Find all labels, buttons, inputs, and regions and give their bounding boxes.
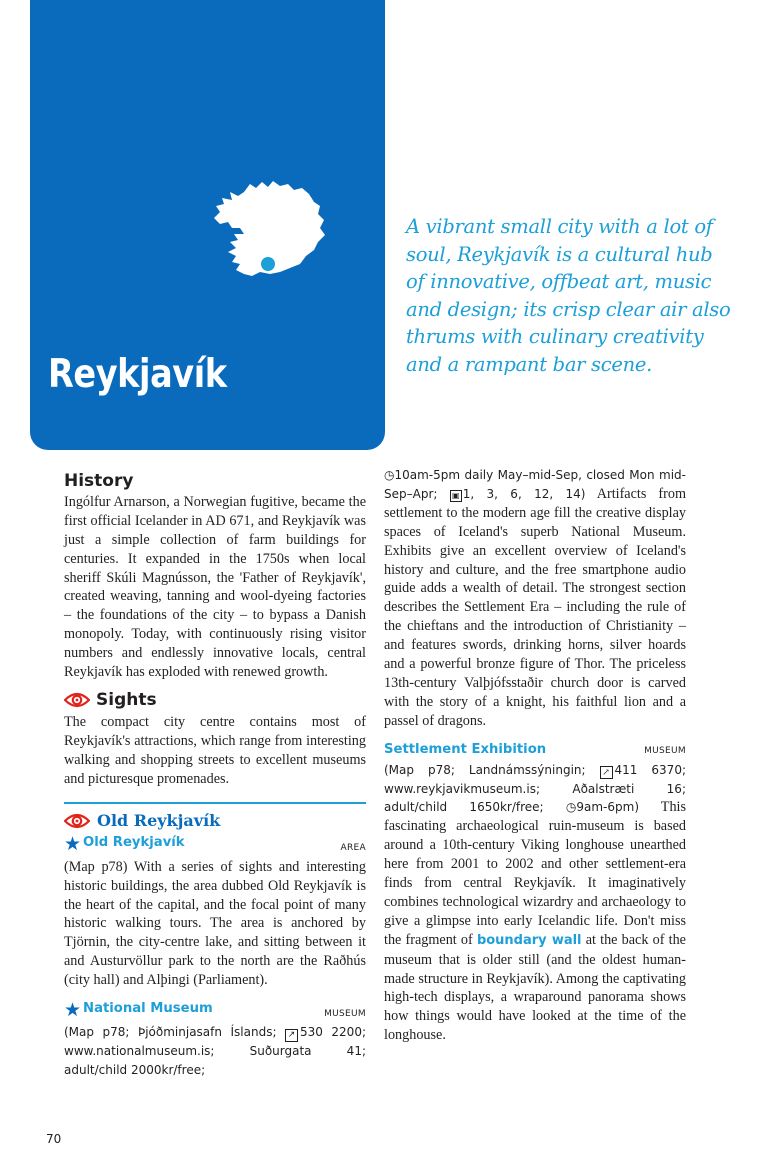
section-divider: [64, 802, 366, 804]
entry-clock-icon: ◷: [384, 468, 395, 482]
entry-phone: 411 6370;: [614, 762, 686, 777]
entry-name: [64, 1000, 213, 1019]
sights-heading-label: Sights: [96, 689, 157, 710]
sights-heading: [64, 691, 366, 710]
entry-info-text: www.reykjavikmuseum.is; Aðalstræti 16; adult/child 1650kr/free;: [384, 781, 686, 815]
clock-icon: ◷: [565, 800, 577, 815]
sights-eye-icon: [64, 812, 90, 830]
old-reykjavik-heading-label: Old Reykjavík: [97, 810, 221, 830]
entry-body: at the back of the museum that is older still (and the oldest human-made structure in Reykjavík). Among the captivating high-tech displays, a wraparound panorama shows how things would have looked at the time of the longhouse.: [384, 931, 686, 1044]
bus-icon: ▣: [450, 490, 462, 502]
entry-body: This fascinating archaeological ruin-museum is based around a 10th-century Viking longhouse unearthed here from 2001 to 2002 and other settlement-era finds from central Reykjavík. It imaginatively combines technological wizardry and archaeology to give a glimpse into early Icelandic life. Don't miss the fragment of: [384, 799, 686, 948]
history-body: Ingólfur Arnarson, a Norwegian fugitive, became the first official Icelander in AD 671, and Reykjavík was just a simple collection of farm buildings for centuries. It expanded in the 1750s when local sheriff Skúli Magnússon, the 'Father of Reykjavík', created weaving, tanning and wool-dyeing factories – the foundations of the city – to bypass a Danish monopoly. Today, with continuously rising visitor numbers and endlessly innovative locals, central Reykjavík has exploded with renewed growth.: [64, 493, 366, 681]
sights-eye-icon: [64, 691, 90, 709]
entry-header: [384, 741, 686, 761]
entry-name-label: Settlement Exhibition: [384, 741, 547, 757]
entry-header: [64, 834, 366, 857]
entry-name-label: Old Reykjavík: [83, 835, 185, 851]
entry-name: [64, 834, 185, 853]
entry-header: [64, 1000, 366, 1023]
entry-continued: [384, 466, 686, 731]
entry-body: (Map p78) With a series of sights and interesting historic buildings, the area dubbed Old Reykjavík is the heart of the capital, and the focal point of many historic walking tours. The area is anchored by Tjörnin, the city-centre lake, and sitting between it and Austurvöllur park to the north are the Raðhús (city hall) and Alþingi (Parliament).: [64, 858, 366, 989]
entry-type: AREA: [340, 842, 366, 853]
phone-icon: ↗: [600, 766, 613, 779]
entry-info-text: (Map p78; Þjóðminjasafn Íslands;: [64, 1025, 285, 1040]
history-heading: History: [64, 471, 134, 491]
entry-hours: 9am-6pm): [576, 800, 640, 815]
entry-phone: 530 2200;: [300, 1025, 366, 1040]
old-reykjavik-heading: [64, 812, 366, 831]
entry-bus: 1, 3, 6, 12, 14): [462, 486, 586, 501]
entry-info-text: (Map p78; Landnámssýningin;: [384, 762, 600, 777]
entry-body: Artifacts from settlement to the modern age fill the creative display spaces of Iceland's superb National Museum. Exhibits give an excellent overview of Iceland's history and culture, and the free smartphone audio guide adds a wealth of detail. The strongest section describes the Settlement Era – including the rule of the chieftans and the introduction of Christianity – and features swords, drinking horns, silver hoards and a powerful bronze figure of Thor. The priceless 13th-century Valþjófsstaðir church door is carved with the story of a knight, his faithful lion and a passel of dragons.: [384, 485, 687, 729]
entry-hours: 10am-5pm daily May–mid-Sep, closed Mon mid-Sep–Apr;: [384, 468, 686, 501]
entry-name-label: National Museum: [83, 1001, 213, 1017]
left-column: [64, 468, 366, 1080]
sights-body: The compact city centre contains most of Reykjavík's attractions, which range from interesting walking and shopping streets to excellent museums and picturesque promenades.: [64, 713, 366, 787]
page-number: 70: [46, 1132, 62, 1146]
entry-type: MUSEUM: [324, 1008, 366, 1019]
entry-details: [384, 761, 686, 1046]
star-icon: ★: [64, 832, 82, 855]
chapter-header: [30, 0, 385, 450]
entry-info: [64, 1023, 366, 1080]
entry-info-text: www.nationalmuseum.is; Suðurgata 41; adult/child 2000kr/free;: [64, 1044, 366, 1078]
intro-quote: A vibrant small city with a lot of soul, Reykjavík is a cultural hub of innovative, offbeat art, music and design; its crisp clear air also thrums with culinary creativity and a rampant bar scene.: [406, 215, 731, 376]
city-title: Reykjavík: [48, 352, 227, 397]
phone-icon: ↗: [285, 1029, 298, 1042]
star-icon: ★: [64, 998, 82, 1021]
entry-type: MUSEUM: [644, 745, 686, 756]
highlight-link[interactable]: boundary wall: [476, 932, 582, 948]
right-column: [384, 466, 686, 1045]
iceland-map-icon: [210, 178, 330, 278]
